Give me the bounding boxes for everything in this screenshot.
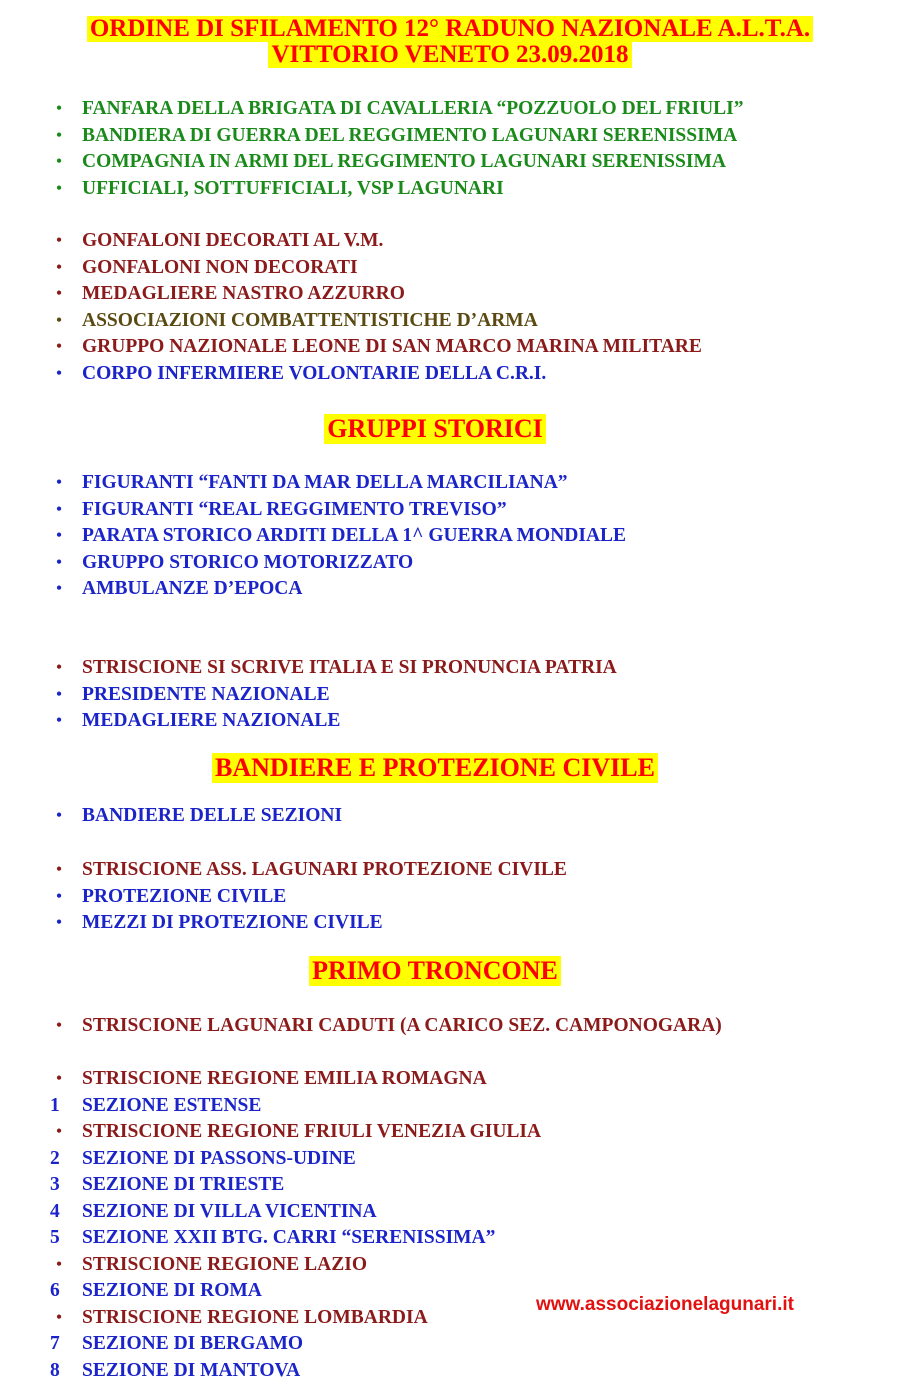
list-item-text: STRISCIONE REGIONE EMILIA ROMAGNA [82, 1068, 487, 1089]
list-item [0, 523, 626, 550]
bullet-marker: • [56, 258, 62, 276]
list-item-text: GRUPPO NAZIONALE LEONE DI SAN MARCO MARINA MILITARE [82, 336, 702, 357]
list-group-protezione [0, 857, 567, 937]
list-item [0, 1119, 541, 1146]
list-item-text: GONFALONI NON DECORATI [82, 256, 358, 278]
bullet-marker: • [56, 685, 62, 703]
list-item-text: GONFALONI DECORATI AL V.M. [82, 230, 384, 251]
list-group-nazionale [0, 655, 617, 735]
bullet-marker: • [56, 1308, 62, 1326]
list-group-caduti [0, 1013, 722, 1040]
list-item [0, 910, 567, 937]
list-item [0, 1305, 541, 1332]
list-item-text: BANDIERA DI GUERRA DEL REGGIMENTO LAGUNARI SERENISSIMA [82, 124, 738, 146]
bullet-marker: • [56, 887, 62, 905]
list-item [0, 281, 702, 308]
number-marker: 2 [50, 1147, 60, 1169]
list-item-text: STRISCIONE REGIONE LAZIO [82, 1253, 367, 1275]
list-item-text: BANDIERE DELLE SEZIONI [82, 805, 343, 826]
list-item-text: MEDAGLIERE NAZIONALE [82, 710, 341, 731]
bullet-marker: • [56, 553, 62, 571]
list-item-text: MEDAGLIERE NASTRO AZZURRO [82, 283, 405, 304]
section-heading-bandiere: BANDIERE E PROTEZIONE CIVILE [0, 753, 870, 783]
list-item-text: PRESIDENTE NAZIONALE [82, 683, 330, 705]
list-item [0, 361, 702, 388]
document-title [0, 16, 900, 68]
list-item [0, 1172, 541, 1199]
bullet-marker: • [56, 1017, 62, 1034]
list-item [0, 1199, 541, 1226]
list-item-text: AMBULANZE D’EPOCA [82, 578, 303, 599]
list-item [0, 308, 702, 335]
list-item [0, 1013, 722, 1040]
list-item [0, 803, 342, 830]
list-item-text: PROTEZIONE CIVILE [82, 885, 287, 907]
list-item [0, 857, 567, 884]
list-item [0, 1358, 541, 1385]
list-item [0, 255, 702, 282]
list-item-text: SEZIONE DI VILLA VICENTINA [82, 1200, 377, 1222]
bullet-marker: • [56, 580, 62, 597]
bullet-marker: • [56, 914, 62, 931]
list-item-text: SEZIONE DI BERGAMO [82, 1333, 304, 1354]
bullet-marker: • [56, 1123, 62, 1140]
bullet-marker: • [56, 311, 62, 329]
list-item-text: PARATA STORICO ARDITI DELLA 1^ GUERRA MONDIALE [82, 525, 627, 546]
list-item-text: STRISCIONE ASS. LAGUNARI PROTEZIONE CIVILE [82, 859, 567, 880]
bullet-marker: • [56, 712, 62, 729]
number-marker: 4 [50, 1200, 60, 1222]
list-item-text: SEZIONE DI PASSONS-UDINE [82, 1147, 356, 1169]
list-group-bandiere [0, 803, 342, 830]
bullet-marker: • [56, 861, 62, 878]
bullet-marker: • [56, 338, 62, 355]
list-item [0, 1066, 541, 1093]
list-item-text: COMPAGNIA IN ARMI DEL REGGIMENTO LAGUNARI SERENISSIMA [82, 151, 726, 172]
list-item [0, 228, 702, 255]
bullet-marker: • [56, 807, 62, 824]
list-item-text: SEZIONE XXII BTG. CARRI “SERENISSIMA” [82, 1227, 496, 1248]
bullet-marker: • [56, 126, 62, 144]
list-item [0, 655, 617, 682]
list-item-text: STRISCIONE REGIONE FRIULI VENEZIA GIULIA [82, 1121, 542, 1142]
list-group-sezioni [0, 1066, 541, 1384]
list-item-text: STRISCIONE REGIONE LOMBARDIA [82, 1306, 428, 1328]
bullet-marker: • [56, 474, 62, 491]
bullet-marker: • [56, 659, 62, 676]
list-item [0, 682, 617, 709]
list-group-opening [0, 96, 744, 202]
list-item-text: FIGURANTI “REAL REGGIMENTO TREVISO” [82, 498, 507, 520]
list-item [0, 576, 626, 603]
list-item [0, 1252, 541, 1279]
list-item [0, 497, 626, 524]
number-marker: 7 [50, 1333, 60, 1354]
bullet-marker: • [56, 527, 62, 544]
list-item-text: FANFARA DELLA BRIGATA DI CAVALLERIA “POZZUOLO DEL FRIULI” [82, 98, 744, 119]
section-heading-primo-troncone: PRIMO TRONCONE [0, 956, 870, 986]
list-item [0, 176, 744, 203]
list-item [0, 1278, 541, 1305]
list-item-text: SEZIONE ESTENSE [82, 1094, 262, 1116]
list-item [0, 708, 617, 735]
list-item [0, 1093, 541, 1120]
bullet-marker: • [56, 100, 62, 117]
bullet-marker: • [56, 285, 62, 302]
number-marker: 8 [50, 1359, 60, 1381]
list-item-text: SEZIONE DI ROMA [82, 1280, 262, 1301]
list-item [0, 550, 626, 577]
list-item-text: UFFICIALI, SOTTUFFICIALI, VSP LAGUNARI [82, 177, 504, 199]
list-item-text: MEZZI DI PROTEZIONE CIVILE [82, 912, 383, 933]
bullet-marker: • [56, 153, 62, 170]
list-item [0, 1331, 541, 1358]
list-item-text: SEZIONE DI MANTOVA [82, 1359, 301, 1381]
list-item [0, 149, 744, 176]
bullet-marker: • [56, 1070, 62, 1087]
website-link[interactable]: www.associazionelagunari.it [536, 1294, 794, 1315]
number-marker: 1 [50, 1094, 60, 1116]
bullet-marker: • [56, 364, 62, 382]
list-item-text: SEZIONE DI TRIESTE [82, 1174, 285, 1195]
bullet-marker: • [56, 500, 62, 518]
bullet-marker: • [56, 179, 62, 197]
bullet-marker: • [56, 232, 62, 249]
title-line-1: ORDINE DI SFILAMENTO 12° RADUNO NAZIONALE A.L.T.A. [87, 16, 813, 42]
list-item [0, 1146, 541, 1173]
title-line-2: VITTORIO VENETO 23.09.2018 [268, 42, 631, 68]
section-heading-gruppi-storici: GRUPPI STORICI [0, 414, 870, 444]
number-marker: 6 [50, 1280, 60, 1301]
list-group-gonfaloni [0, 228, 702, 387]
list-item [0, 470, 626, 497]
bullet-marker: • [56, 1255, 62, 1273]
list-item-text: STRISCIONE SI SCRIVE ITALIA E SI PRONUNCIA PATRIA [82, 657, 617, 678]
list-item [0, 334, 702, 361]
list-item-text: ASSOCIAZIONI COMBATTENTISTICHE D’ARMA [82, 309, 538, 331]
list-item [0, 123, 744, 150]
list-item-text: FIGURANTI “FANTI DA MAR DELLA MARCILIANA” [82, 472, 568, 493]
list-item [0, 884, 567, 911]
list-item [0, 1225, 541, 1252]
list-item [0, 96, 744, 123]
list-item-text: CORPO INFERMIERE VOLONTARIE DELLA C.R.I. [82, 362, 547, 384]
number-marker: 3 [50, 1174, 60, 1195]
list-group-storici [0, 470, 626, 603]
list-item-text: STRISCIONE LAGUNARI CADUTI (A CARICO SEZ. CAMPONOGARA) [82, 1015, 722, 1036]
number-marker: 5 [50, 1227, 60, 1248]
list-item-text: GRUPPO STORICO MOTORIZZATO [82, 551, 414, 573]
